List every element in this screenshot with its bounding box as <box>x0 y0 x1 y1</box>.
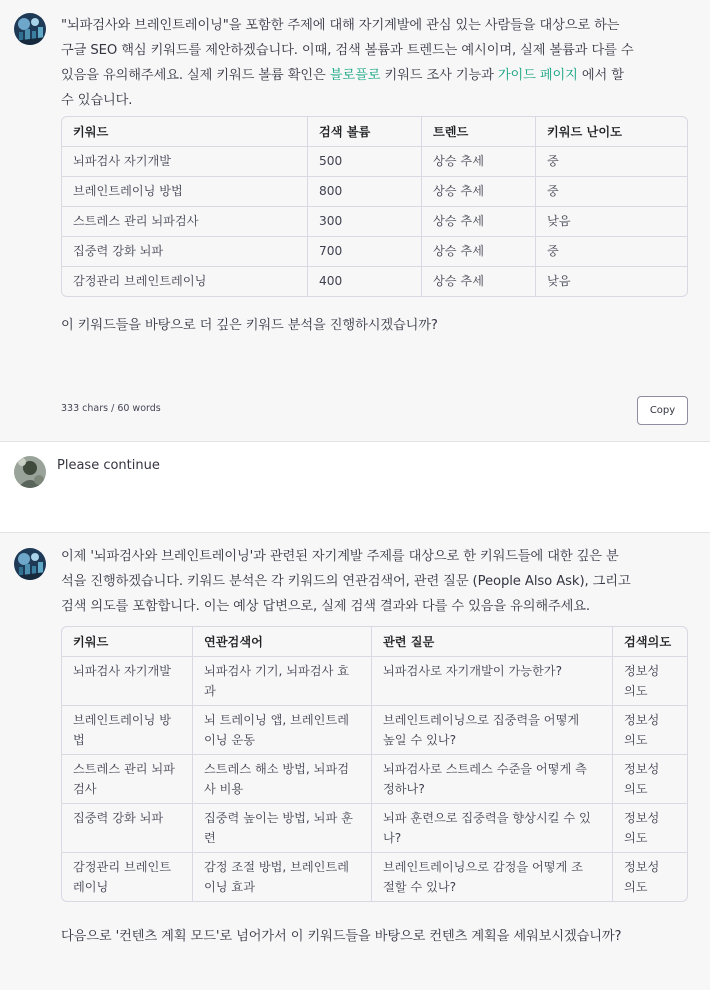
column-header: 연관검색어 <box>193 627 372 656</box>
table-cell: 브레인트레이닝으로 집중력을 어떻게 높일 수 있나? <box>372 705 613 754</box>
column-header: 관련 질문 <box>372 627 613 656</box>
assistant-message-1 <box>0 0 710 442</box>
table-cell: 뇌파검사 자기개발 <box>62 146 308 176</box>
table-row <box>62 656 687 705</box>
table-cell: 뇌파검사 기기, 뇌파검사 효 과 <box>193 656 372 705</box>
table-cell: 감정관리 브레인트 레이닝 <box>62 852 193 901</box>
table-row <box>62 146 687 176</box>
assistant-avatar-icon <box>14 548 46 580</box>
bloflo-link[interactable]: 블로플로 <box>329 68 381 83</box>
table-row <box>62 754 687 803</box>
column-header: 키워드 <box>62 627 193 656</box>
assistant-message-2 <box>0 533 710 990</box>
table-cell: 브레인트레이닝으로 감정을 어떻게 조 절할 수 있나? <box>372 852 613 901</box>
table-row <box>62 176 687 206</box>
table-cell: 700 <box>308 236 422 266</box>
table-row <box>62 206 687 236</box>
user-avatar-icon <box>14 456 46 488</box>
guide-page-link[interactable]: 가이드 페이지 <box>497 68 578 83</box>
table-cell: 스트레스 관리 뇌파검사 <box>62 206 308 236</box>
intro-paragraph: "뇌파검사와 브레인트레이닝"을 포함한 주제에 대해 자기계발에 관심 있는 사람들을 대상으로 하는 구글 SEO 핵심 키워드를 제안하겠습니다. 이때, 검색 볼륨과 트렌드는 예시이며, 실제 볼륨과 다를 수 있음을 유의해주세요. 실제 키워드 볼륨 확인은 블로플로 키워드 조사 기능과 가이드 페이지 에서 할 수 있습니다. <box>61 18 634 108</box>
column-header: 검색의도 <box>624 635 672 649</box>
table-cell: 중 <box>536 236 687 266</box>
table-cell: 스트레스 해소 방법, 뇌파검 사 비용 <box>193 754 372 803</box>
closing-paragraph: 이 키워드들을 바탕으로 더 깊은 키워드 분석을 진행하시겠습니까? <box>61 318 438 333</box>
table-header-row <box>62 627 687 656</box>
table-cell: 800 <box>308 176 422 206</box>
column-header: 검색 볼륨 <box>308 117 422 146</box>
table-cell: 뇌파 훈련으로 집중력을 향상시킬 수 있 나? <box>372 803 613 852</box>
table-cell: 400 <box>308 266 422 296</box>
closing-paragraph: 다음으로 '컨텐츠 계획 모드'로 넘어가서 이 키워드들을 바탕으로 컨텐츠 계획을 세워보시겠습니까? <box>61 929 622 944</box>
table-cell: 집중력 높이는 방법, 뇌파 훈 련 <box>193 803 372 852</box>
table-cell: 500 <box>308 146 422 176</box>
column-header: 키워드 난이도 <box>547 125 622 139</box>
user-message-text: Please continue <box>57 458 160 473</box>
table-cell: 뇌파검사로 스트레스 수준을 어떻게 측 정하나? <box>372 754 613 803</box>
table-row <box>62 852 687 901</box>
user-message <box>0 442 710 533</box>
table-cell: 상승 추세 <box>422 266 536 296</box>
assistant-message-2-content <box>61 544 688 949</box>
table-cell: 뇌파검사 자기개발 <box>62 656 193 705</box>
table-cell: 정보성 의도 <box>613 754 687 803</box>
table-row <box>62 705 687 754</box>
table-header-row <box>62 117 687 146</box>
table-cell: 감정관리 브레인트레이닝 <box>62 266 308 296</box>
table-row <box>62 236 687 266</box>
table-cell: 정보성 의도 <box>613 803 687 852</box>
table-cell: 상승 추세 <box>422 146 536 176</box>
table-cell: 300 <box>308 206 422 236</box>
table-cell: 상승 추세 <box>422 236 536 266</box>
table-cell: 상승 추세 <box>422 206 536 236</box>
table-cell: 감정 조절 방법, 브레인트레 이닝 효과 <box>193 852 372 901</box>
table-cell: 브레인트레이닝 방 법 <box>62 705 193 754</box>
intro-paragraph: 이제 '뇌파검사와 브레인트레이닝'과 관련된 자기계발 주제를 대상으로 한 키워드들에 대한 깊은 분 석을 진행하겠습니다. 키워드 분석은 각 키워드의 연관검색어, 관련 질문 (People Also Ask), 그리고 검색 의도를 포함합니다. 이는 예상 답변으로, 실제 검색 결과와 다를 수 있음을 유의해주세요. <box>61 549 631 614</box>
table-cell: 정보성 의도 <box>613 705 687 754</box>
table-cell: 중 <box>536 176 687 206</box>
table-cell: 정보성 의도 <box>613 656 687 705</box>
table-cell: 낮음 <box>536 266 687 296</box>
column-header: 키워드 <box>62 117 308 146</box>
table-cell: 브레인트레이닝 방법 <box>62 176 308 206</box>
table-cell: 중 <box>536 146 687 176</box>
assistant-message-1-content <box>61 13 688 338</box>
table-cell: 집중력 강화 뇌파 <box>62 803 193 852</box>
keyword-table <box>61 116 688 297</box>
table-cell: 뇌파검사로 자기개발이 가능한가? <box>372 656 613 705</box>
copy-button[interactable]: Copy <box>637 396 688 425</box>
column-header: 트렌드 <box>422 117 536 146</box>
table-row <box>62 266 687 296</box>
table-cell: 스트레스 관리 뇌파 검사 <box>62 754 193 803</box>
table-row <box>62 803 687 852</box>
table-cell: 정보성 의도 <box>613 852 687 901</box>
table-cell: 뇌 트레이닝 앱, 브레인트레 이닝 운동 <box>193 705 372 754</box>
char-count: 333 chars / 60 words <box>61 403 161 414</box>
assistant-avatar-icon <box>14 13 46 45</box>
table-cell: 상승 추세 <box>422 176 536 206</box>
keyword-analysis-table <box>61 626 688 902</box>
table-cell: 낮음 <box>536 206 687 236</box>
table-cell: 집중력 강화 뇌파 <box>62 236 308 266</box>
